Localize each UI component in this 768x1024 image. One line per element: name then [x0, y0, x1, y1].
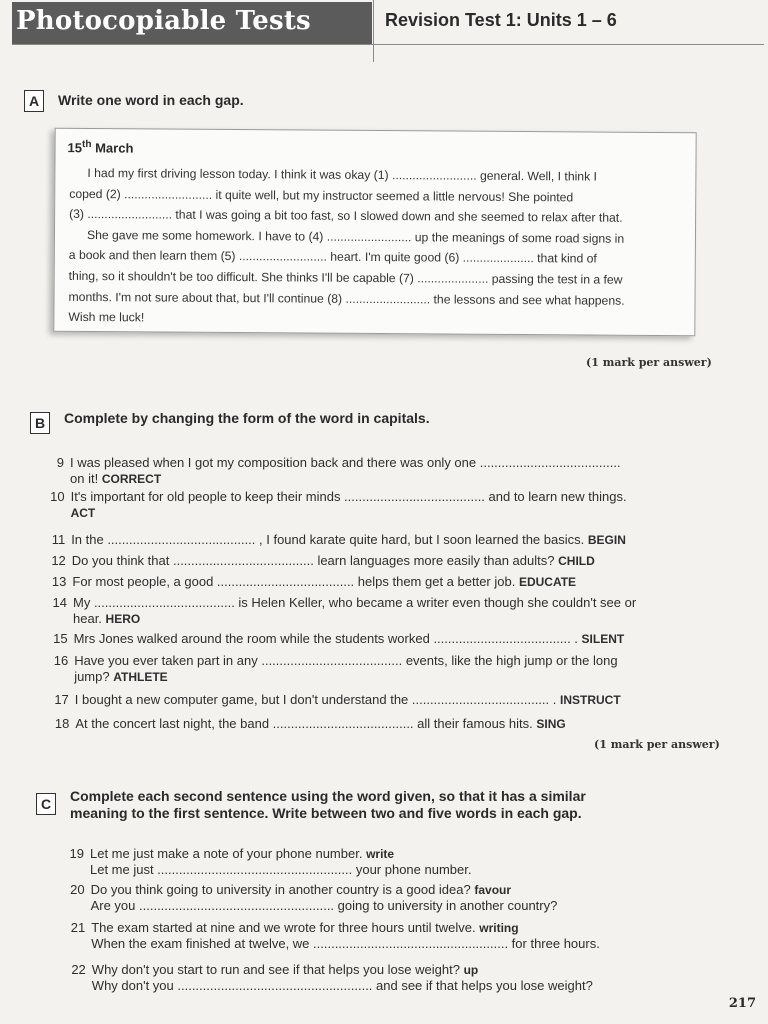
question-number: 19: [69, 846, 84, 861]
keyword: up: [463, 963, 479, 977]
question-number: 22: [71, 962, 86, 977]
question-text: My ....................................... is Helen Keller, who became a writer even though she couldn't see or: [73, 595, 637, 610]
section-c-instruction-1: Complete each second sentence using the word given, so that it has a similar: [70, 788, 586, 804]
keyword: CHILD: [558, 554, 595, 568]
question-text: For most people, a good ...................................... helps them get a better job. EDUCATE: [72, 574, 577, 589]
keyword: EDUCATE: [518, 575, 577, 589]
question-text: At the concert last night, the band ....................................... all their famous hits. SING: [75, 716, 566, 731]
keyword: BEGIN: [587, 533, 626, 547]
question-number: 13: [51, 574, 67, 589]
question-text-continued: [71, 505, 96, 521]
section-b-marks: (1 mark per answer): [594, 738, 720, 751]
answer-line: Are you ...................................................... going to university in another country?: [90, 898, 558, 913]
answer-line: Why don't you ...................................................... and see if that helps you lose weight?: [91, 978, 593, 993]
question-number: 11: [51, 532, 66, 547]
keyword: SILENT: [581, 632, 625, 646]
question-text: I was pleased when I got my composition back and there was only one .......................................: [70, 455, 621, 470]
section-a-marks: (1 mark per answer): [586, 356, 712, 369]
question-number: 15: [53, 631, 68, 646]
letter-line: She gave me some homework. I have to (4) ......................... up the meanings of some road signs in: [86, 227, 625, 246]
question-text: Do you think that ....................................... learn languages more easily than adults? CHILD: [71, 553, 595, 568]
section-a-instruction: Write one word in each gap.: [58, 92, 244, 108]
section-a-label: A: [24, 90, 44, 112]
question-text: Do you think going to university in another country is a good idea? favour: [90, 882, 512, 897]
question-text-continued: hear. HERO: [73, 611, 141, 626]
question-text-continued: jump? ATHLETE: [74, 669, 168, 684]
section-b-instruction: Complete by changing the form of the word in capitals.: [64, 410, 430, 426]
keyword: favour: [474, 883, 512, 897]
section-b-label: B: [30, 412, 50, 434]
question-number: 10: [50, 489, 65, 504]
question-number: 21: [70, 920, 86, 935]
header-divider-horizontal: [12, 44, 764, 45]
answer-line: When the exam finished at twelve, we ...................................................... for three hours.: [91, 936, 600, 951]
question-number: 18: [54, 716, 70, 731]
section-c-instruction-2: meaning to the first sentence. Write between two and five words in each gap.: [70, 805, 582, 821]
question-number: 14: [52, 595, 67, 610]
question-text: Let me just make a note of your phone number. write: [90, 846, 395, 861]
keyword: ATHLETE: [113, 670, 168, 684]
test-title: Revision Test 1: Units 1 – 6: [385, 10, 617, 30]
question-number: 12: [51, 553, 66, 568]
question-number: 20: [70, 882, 85, 897]
keyword: write: [366, 847, 395, 861]
question-text-continued: on it! CORRECT: [70, 471, 162, 486]
letter-date: 15th March: [67, 138, 134, 156]
answer-line: Let me just ...................................................... your phone number.: [90, 862, 472, 877]
question-number: 16: [53, 653, 69, 668]
question-number: 9: [56, 455, 64, 470]
section-c-label: C: [36, 793, 56, 815]
letter-body: [68, 163, 691, 332]
question-text: Have you ever taken part in any ....................................... events, like the high jump or the long: [74, 653, 618, 668]
letter-line: a book and then learn them (5) .......................... heart. I'm quite good (6) ..................... that kind of: [68, 248, 597, 266]
question-text: The exam started at nine and we wrote for three hours until twelve. writing: [91, 920, 519, 935]
header-banner: [12, 2, 372, 44]
page-number: 217: [728, 996, 756, 1011]
keyword: SING: [536, 717, 566, 731]
question-text: Mrs Jones walked around the room while the students worked ...................................... . SILENT: [73, 631, 625, 646]
letter-line: (3) ......................... that I was going a bit too fast, so I slowed down and she seemed to relax after that.: [69, 207, 623, 225]
keyword: HERO: [105, 612, 141, 626]
letter-line: I had my first driving lesson today. I think it was okay (1) ......................... general. Well, I think I: [87, 165, 598, 184]
keyword: writing: [479, 921, 519, 935]
diary-letter-box: [53, 128, 696, 336]
letter-line: months. I'm not sure about that, but I'll continue (8) ......................... the lessons and see what happens.: [68, 289, 625, 308]
keyword: CORRECT: [101, 472, 162, 486]
keyword: ACT: [70, 506, 96, 520]
question-text: Why don't you start to run and see if that helps you lose weight? up: [91, 962, 479, 977]
question-text: In the ......................................... , I found karate quite hard, but I soon learned the basics. BEGIN: [71, 532, 626, 547]
question-text: It's important for old people to keep their minds ....................................... and to learn new things.: [70, 489, 627, 504]
letter-line: Wish me luck!: [68, 310, 145, 325]
letter-line: thing, so it shouldn't be too difficult. She thinks I'll be capable (7) ..................... passing the test in a few: [68, 268, 623, 287]
letter-line: coped (2) .......................... it quite well, but my instructor seemed a little nervous! She pointed: [69, 186, 574, 204]
keyword: INSTRUCT: [560, 693, 621, 707]
question-text: I bought a new computer game, but I don't understand the ...................................... . INSTRUCT: [74, 692, 621, 707]
header-divider-vertical: [373, 0, 374, 62]
banner-title: Photocopiable Tests: [16, 6, 311, 36]
question-number: 17: [54, 692, 69, 707]
